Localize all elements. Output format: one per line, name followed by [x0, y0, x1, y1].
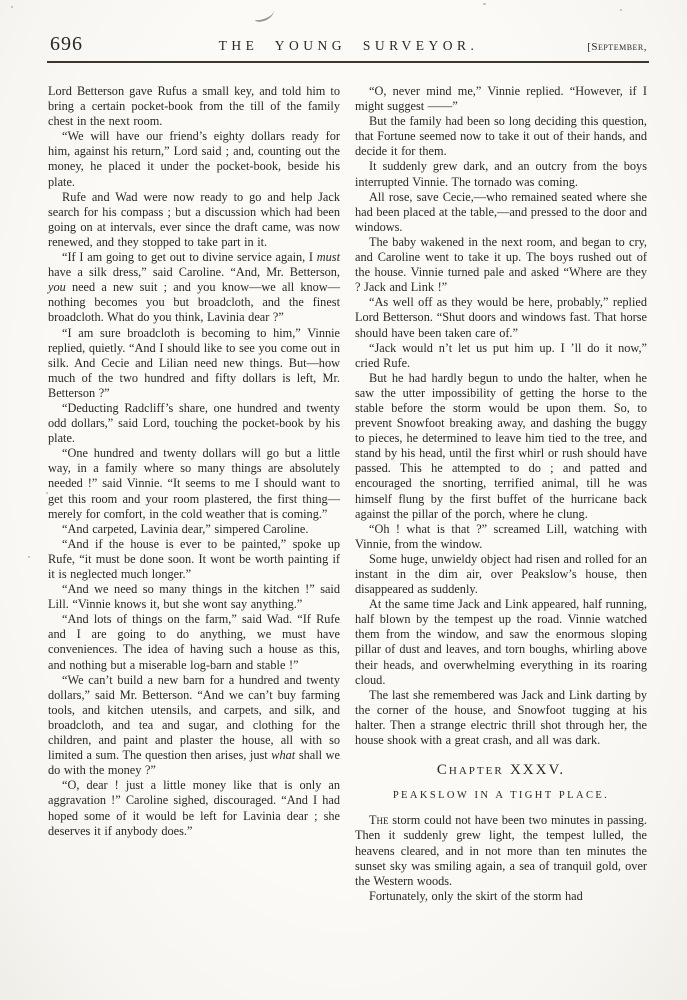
paragraph: [48, 446, 340, 521]
paragraph: [355, 295, 647, 340]
paragraph: [355, 371, 647, 522]
text-run: Lord Betterson gave Rufus a small key, and told him to bring a certain pocket-book from the till of the family chest in the next room.: [48, 84, 340, 129]
small-caps-text: The: [369, 813, 389, 828]
italic-text: what: [271, 748, 296, 763]
paragraph: [355, 190, 647, 235]
scan-speck: [483, 3, 486, 5]
paragraph: [48, 401, 340, 446]
text-run: have a silk dress,” said Caroline. “And, Mr. Betterson,: [48, 265, 340, 280]
right-column: [355, 84, 647, 990]
page-number: 696: [50, 33, 83, 55]
text-run: “I am sure broadcloth is becoming to him,” Vinnie replied, quietly. “And I should like to see you come out in silk. And Cecie and Lilian need new things. But—how much of the two hundred and fifty dollars is left, Mr. Betterson ?”: [48, 325, 340, 400]
paragraph: [48, 582, 340, 612]
paragraph: [48, 673, 340, 779]
issue-label: [September,: [587, 41, 647, 53]
chapter-heading: [355, 763, 647, 778]
text-run: “O, dear ! just a little money like that is only an aggravation !” Caroline sighed, discouraged. “And I had hoped some of it would be left for Lavinia dear ; she deserves it if anybody does.”: [48, 778, 340, 838]
text-run: need a new suit ; and you know—we all know—nothing becomes you but broadcloth, and the finest broadcloth. What do you think, Lavinia dear ?”: [48, 280, 340, 325]
text-run: “We will have our friend’s eighty dollars ready for him, against his return,” Lord said ; and, counting out the money, he placed it under the pocket-book, beside his plate.: [48, 129, 340, 189]
paragraph: [48, 522, 340, 537]
text-run: “O, never mind me,” Vinnie replied. “However, if I might suggest ——”: [355, 84, 647, 114]
left-column: [48, 84, 340, 990]
text-run: All rose, save Cecie,—who remained seated where she had been placed at the table,—and pressed to the door and windows.: [355, 189, 647, 234]
text-run: But he had hardly begun to undo the halter, when he saw the utter impossibility of getting the horse to the stable before the storm would be upon them. So, to prevent Snowfoot breaking away, and dashing the buggy to pieces, he determined to leave him tied to the tree, and stand by his head, until the first whirl or rush should have passed. This he attempted to do ; and patted and encouraged the snorting, terrified animal, till he was himself flung by the first buffet of the hurricane back against the pillar of the porch, where he clung.: [355, 370, 647, 521]
text-run: PEAKSLOW IN A TIGHT PLACE.: [392, 790, 610, 802]
page-header: [50, 33, 647, 56]
paragraph: [355, 114, 647, 159]
paragraph: [355, 552, 647, 597]
text-run: “And lots of things on the farm,” said Wad. “If Rufe and I are going to do anything, we must have conveniences. The idea of having such a house as this, and nothing but a miserable log-barn and stable !”: [48, 612, 340, 672]
paragraph: [48, 84, 340, 129]
paragraph: [355, 522, 647, 552]
ink-smudge: [253, 7, 275, 23]
text-run: “As well off as they would be here, probably,” replied Lord Betterson. “Shut doors and windows fast. That horse should have been taken care of.”: [355, 295, 647, 340]
text-run: “Jack would n’t let us put him up. I ’ll do it now,” cried Rufe.: [355, 340, 647, 370]
running-title: THE YOUNG SURVEYOR.: [218, 38, 479, 53]
text-run: “Deducting Radcliff’s share, one hundred and twenty odd dollars,” said Lord, touching the pocket-book by his plate.: [48, 400, 340, 446]
text-run: “One hundred and twenty dollars will go but a little way, in a family where so many things are absolutely needed !” said Vinnie. “It seems to me I should want to get this room and your room plastered, the first thing—merely for comfort, in the cold weather that is coming.”: [48, 446, 340, 521]
paragraph: [48, 190, 340, 250]
text-run: But the family had been so long deciding this question, that Fortune seemed now to take it out of their hands, and decide it for them.: [355, 114, 647, 159]
text-run: “If I am going to get out to divine service again, I: [62, 250, 317, 265]
text-run: “Oh ! what is that ?” screamed Lill, watching with Vinnie, from the window.: [355, 521, 647, 551]
italic-text: you: [48, 280, 66, 295]
text-run: At the same time Jack and Link appeared, half running, half blown by the tempest up the road. Vinnie watched them from the window, and saw the enormous sloping pillar of dust and leaves, and torn boughs, whirling above their heads, and overwhelming everything in its roaring cloud.: [355, 597, 647, 687]
text-run: Fortunately, only the skirt of the storm had: [369, 888, 583, 903]
paragraph: [355, 889, 647, 904]
paragraph: [355, 688, 647, 748]
italic-text: must: [316, 250, 340, 265]
paragraph: [48, 778, 340, 838]
paragraph: [355, 84, 647, 114]
paragraph: [48, 326, 340, 401]
paragraph: [48, 129, 340, 189]
paragraph: [355, 341, 647, 371]
scan-speck: [11, 6, 13, 8]
paragraph: [355, 597, 647, 688]
text-run: “And we need so many things in the kitchen !” said Lill. “Vinnie knows it, but she wont say anything.”: [48, 582, 340, 612]
section-heading: [355, 788, 647, 803]
text-run: The last she remembered was Jack and Link darting by the corner of the house, and Snowfoot tugging at his halter. Then a strange electric thrill shot through her, the house shook with a great crash, and all was dark.: [355, 687, 647, 748]
scan-speck: [620, 9, 622, 11]
text-run: “We can’t build a new barn for a hundred and twenty dollars,” said Mr. Betterson. “And we can’t buy farming tools, and kitchen utensils, and carpets, and silk, and broadcloth, and tea and sugar, and clothing for the children, and paint and plaster the house, all with so limited a sum. The question then arises, just: [48, 672, 340, 763]
text-run: Some huge, unwieldy object had risen and rolled for an instant in the dim air, over Peakslow’s house, then disappeared as suddenly.: [355, 551, 647, 597]
paragraph: [355, 235, 647, 295]
text-run: It suddenly grew dark, and an outcry from the boys interrupted Vinnie. The tornado was coming.: [355, 159, 647, 189]
text-run: “And if the house is ever to be painted,” spoke up Rufe, “it must be done soon. It wont be worth painting if it is neglected much longer.”: [48, 536, 340, 581]
text-run: The baby wakened in the next room, and began to cry, and Caroline went to take it up. The boys rushed out of the house. Vinnie turned pale and asked “Where are they ? Jack and Link !”: [355, 234, 647, 295]
scan-speck: [28, 556, 30, 558]
paragraph: [355, 813, 647, 888]
text-run: storm could not have been two minutes in passing. Then it suddenly grew light, the tempest lulled, the heavens cleared, and in not more than ten minutes the sunset sky was smiling again, a sea of tranquil gold, over the Western woods.: [355, 813, 647, 888]
paragraph: [48, 250, 340, 325]
paragraph: [355, 159, 647, 189]
paragraph: [48, 612, 340, 672]
text-run: shall we do with the money ?”: [48, 748, 340, 778]
text-run: “And carpeted, Lavinia dear,” simpered Caroline.: [62, 521, 309, 536]
text-run: Chapter XXXV.: [436, 762, 566, 779]
text-run: Rufe and Wad were now ready to go and help Jack search for his compass ; but a discussion which had been going on at intervals, ever since the draft came, was now renewed, and they stopped to take part in it.: [48, 189, 340, 249]
header-rule: [47, 61, 649, 63]
paragraph: [48, 537, 340, 582]
text-columns: [48, 84, 647, 990]
